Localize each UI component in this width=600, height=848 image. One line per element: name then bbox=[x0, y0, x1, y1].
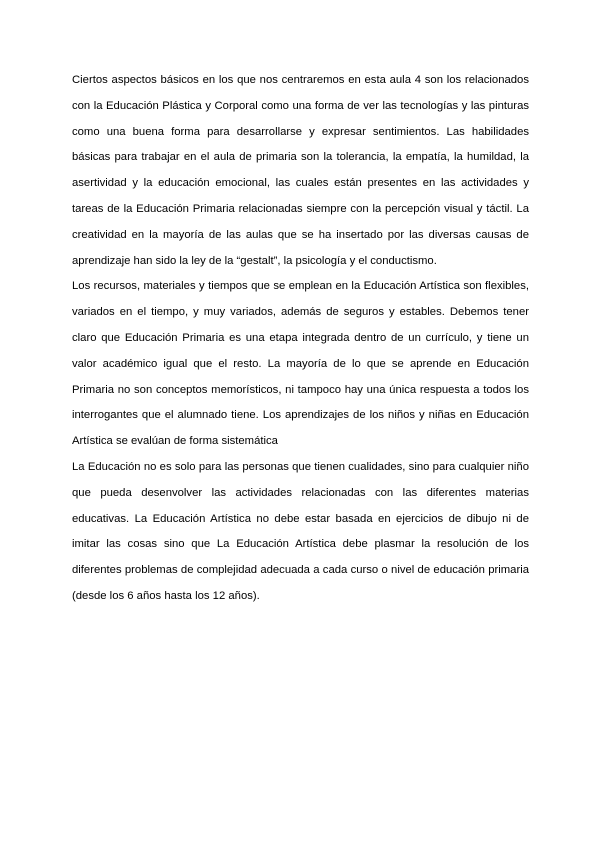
paragraph-3: La Educación no es solo para las personas que tienen cualidades, sino para cualquier niño que pueda desenvolver las actividades relacionadas con las diferentes materias educativas. La Educación Artística no debe estar basada en ejercicios de dibujo ni de imitar las cosas sino que La Educación Artística debe plasmar la resolución de los diferentes problemas de complejidad adecuada a cada curso o nivel de educación primaria (desde los 6 años hasta los 12 años). bbox=[72, 460, 529, 602]
paragraph-2: Los recursos, materiales y tiempos que se emplean en la Educación Artística son flexibles, variados en el tiempo, y muy variados, además de seguros y estables. Debemos tener claro que Educación Primaria es una etapa integrada dentro de un currículo, y tiene un valor académico igual que el resto. La mayoría de lo que se aprende en Educación Primaria no son conceptos memorísticos, ni tampoco hay una única respuesta a todos los interrogantes que el alumnado tiene. Los aprendizajes de los niños y niñas en Educación Artística se evalúan de forma sistemática bbox=[72, 280, 529, 448]
document-body bbox=[72, 68, 529, 610]
paragraph-1: Ciertos aspectos básicos en los que nos centraremos en esta aula 4 son los relacionados con la Educación Plástica y Corporal como una forma de ver las tecnologías y las pinturas como una buena forma para desarrollarse y expresar sentimientos. Las habilidades básicas para trabajar en el aula de primaria son la tolerancia, la empatía, la humildad, la asertividad y la educación emocional, las cuales están presentes en las actividades y tareas de la Educación Primaria relacionadas siempre con la percepción visual y táctil. La creatividad en la mayoría de las aulas que se ha insertado por las diversas causas de aprendizaje han sido la ley de la “gestalt”, la psicología y el conductismo. bbox=[72, 74, 529, 267]
